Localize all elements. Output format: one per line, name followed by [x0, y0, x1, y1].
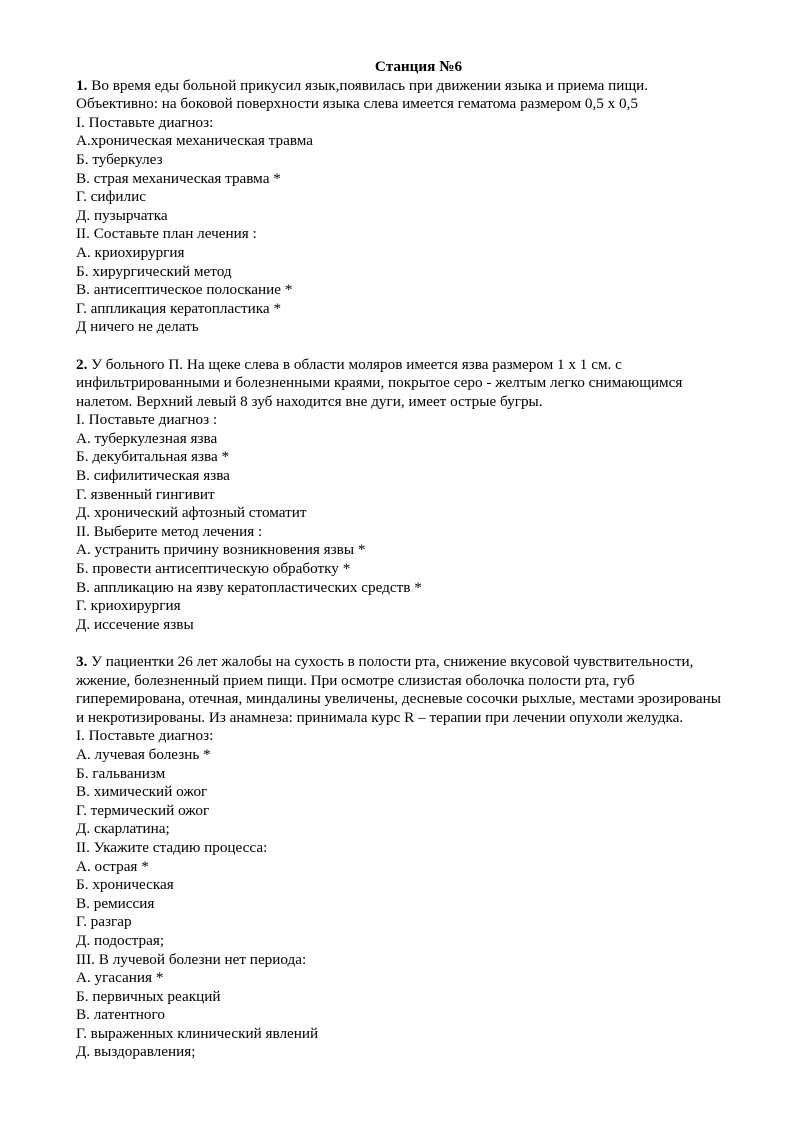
- answer-option: Г. сифилис: [76, 188, 146, 206]
- answer-option: Г. криохирургия: [76, 597, 181, 615]
- question-stem-line: [76, 374, 761, 393]
- question-stem-line: [76, 690, 761, 709]
- question-stem-text: Объективно: на боковой поверхности языка слева имеется гематома размером 0,5 х 0,5: [76, 95, 639, 113]
- answer-option: Б. хроническая: [76, 876, 174, 894]
- question-stem-text: жжение, болезненный прием пищи. При осмотре слизистая оболочка полости рта, губ: [76, 671, 635, 689]
- answer-option: Д. выздоравления;: [76, 1043, 196, 1061]
- part-heading: II. Составьте план лечения :: [76, 225, 257, 243]
- answer-option: Д. подострая;: [76, 931, 165, 949]
- part-heading: I. Поставьте диагноз:: [76, 113, 214, 131]
- answer-option: Г. разгар: [76, 913, 132, 931]
- answer-option: А. устранить причину возникновения язвы *: [76, 541, 366, 559]
- part-heading: II. Укажите стадию процесса:: [76, 838, 268, 856]
- question-number: 1.: [76, 76, 88, 94]
- answer-option: А. угасания *: [76, 969, 164, 987]
- part-heading: II. Выберите метод лечения :: [76, 522, 263, 540]
- question-number: 3.: [76, 653, 88, 670]
- question-stem-line: [76, 393, 761, 412]
- answer-option: А. лучевая болезнь *: [76, 745, 211, 763]
- answer-option: Д ничего не делать: [76, 318, 199, 336]
- answer-option: В. сифилитическая язва: [76, 467, 230, 485]
- question-stem-line: [76, 95, 761, 114]
- answer-option: В. химический ожог: [76, 783, 208, 801]
- part-heading: III. В лучевой болезни нет периода:: [76, 950, 307, 968]
- answer-option: Б. туберкулез: [76, 150, 163, 168]
- question-stem-text: и некротизированы. Из анамнеза: принимала курс R – терапии при лечении опухоли желудка.: [76, 708, 684, 726]
- answer-option: В. аппликацию на язву кератопластических средств *: [76, 578, 422, 596]
- answer-option: Г. аппликация кератопластика *: [76, 299, 282, 317]
- question-list: [76, 77, 761, 1062]
- question-stem-line: [76, 672, 761, 691]
- question-stem-line: [76, 356, 761, 375]
- answer-option: А. острая *: [76, 857, 149, 875]
- answer-option: Б. гальванизм: [76, 764, 166, 782]
- answer-option: Г. выраженных клинический явлений: [76, 1024, 319, 1042]
- answer-option: Д. скарлатина;: [76, 820, 170, 838]
- question-spacer: [76, 337, 761, 356]
- answer-option: В. страя механическая травма *: [76, 169, 281, 187]
- question-block: [76, 653, 761, 1062]
- answer-option: Г. термический ожог: [76, 801, 210, 819]
- document-page: [76, 58, 761, 1062]
- answer-option: Д. иссечение язвы: [76, 615, 194, 633]
- answer-option: А. криохирургия: [76, 243, 185, 261]
- question-number: 2.: [76, 355, 88, 373]
- answer-option: Д. пузырчатка: [76, 206, 168, 224]
- answer-option: Д. хронический афтозный стоматит: [76, 504, 307, 522]
- answer-option: В. латентного: [76, 1006, 165, 1024]
- question-stem-text: У больного П. На щеке слева в области моляров имеется язва размером 1 х 1 см. с: [91, 355, 622, 373]
- answer-option: Б. хирургический метод: [76, 262, 232, 280]
- answer-option: В. антисептическое полоскание *: [76, 281, 293, 299]
- answer-option: А.хроническая механическая травма: [76, 132, 314, 150]
- question-stem-line: [76, 77, 761, 96]
- part-heading: I. Поставьте диагноз :: [76, 411, 218, 429]
- answer-option: Б. декубитальная язва *: [76, 448, 230, 466]
- question-stem-text: инфильтрированными и болезненными краями, покрытое серо - желтым легко снимающимся: [76, 374, 683, 392]
- question-stem-line: [76, 653, 761, 672]
- answer-option: Б. провести антисептическую обработку *: [76, 560, 351, 578]
- question-spacer: [76, 634, 761, 653]
- question-stem-text: гиперемирована, отечная, миндалины увеличены, десневые сосочки рыхлые, местами эрозированы: [76, 690, 721, 708]
- question-stem-text: Во время еды больной прикусил язык,появилась при движении языка и приема пищи.: [91, 76, 649, 94]
- question-block: [76, 77, 761, 337]
- answer-option: В. ремиссия: [76, 894, 155, 912]
- answer-option: Г. язвенный гингивит: [76, 485, 215, 503]
- question-stem-line: [76, 709, 761, 728]
- part-heading: I. Поставьте диагноз:: [76, 727, 214, 745]
- question-block: [76, 356, 761, 635]
- question-stem-text: налетом. Верхний левый 8 зуб находится вне дуги, имеет острые бугры.: [76, 392, 543, 410]
- page-title: Станция №6: [374, 58, 463, 75]
- question-stem-text: У пациентки 26 лет жалобы на сухость в полости рта, снижение вкусовой чувствительности,: [91, 653, 694, 670]
- answer-option: Б. первичных реакций: [76, 987, 221, 1005]
- answer-option: А. туберкулезная язва: [76, 429, 218, 447]
